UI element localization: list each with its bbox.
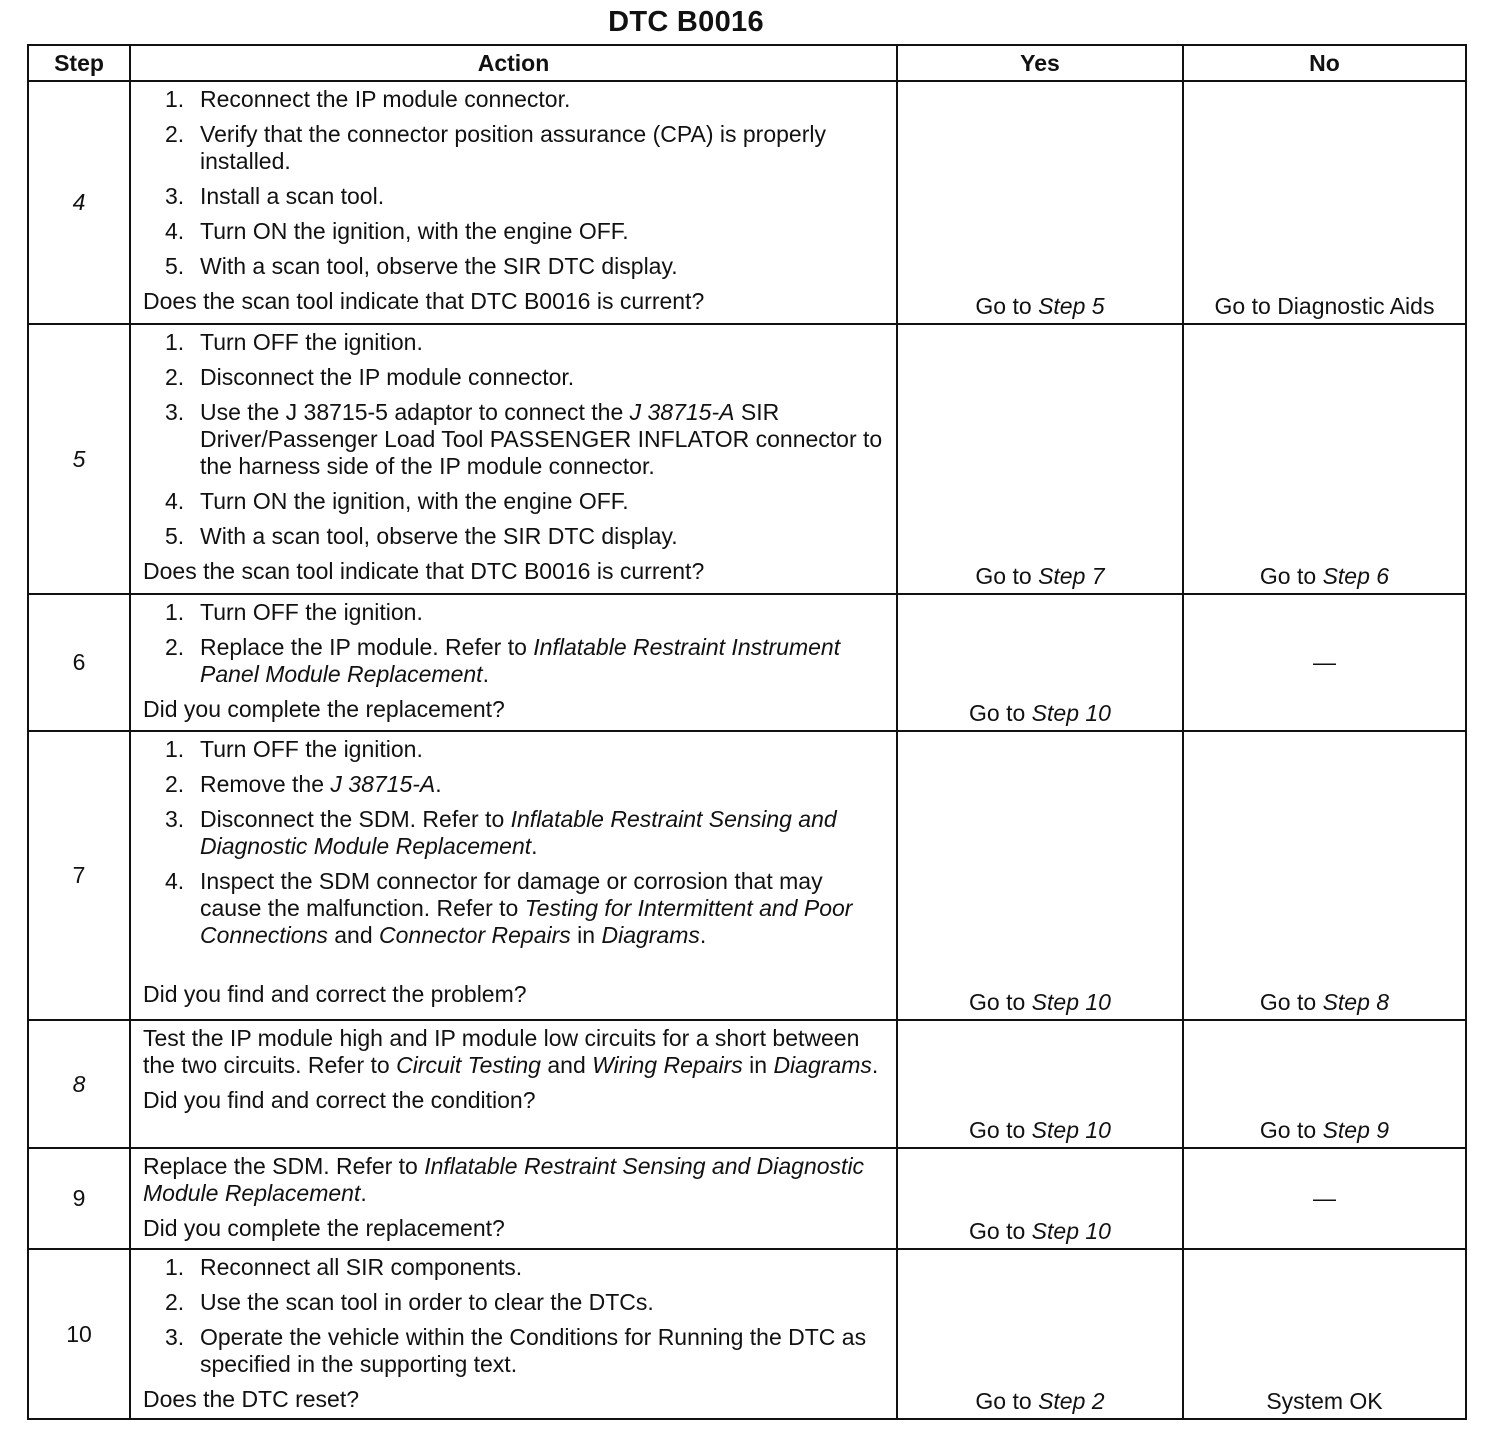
step-number: 10: [28, 1249, 130, 1419]
list-item: 2. Verify that the connector position assurance (CPA) is properly installed.: [165, 121, 826, 174]
list-item: 1. Turn OFF the ignition.: [165, 599, 423, 625]
question: Does the scan tool indicate that DTC B0016 is current?: [143, 288, 705, 314]
no-cell: Go to Step 8: [1183, 731, 1466, 1020]
dtc-table: [27, 44, 1467, 1420]
action-cell: [130, 324, 897, 594]
action-list: [143, 1254, 888, 1378]
step-reference: Step 10: [1031, 700, 1111, 726]
table-row-step-4: [28, 81, 1466, 324]
list-item: 4. Turn ON the ignition, with the engine OFF.: [165, 218, 629, 244]
step-number: 8: [28, 1020, 130, 1148]
yes-cell: Go to Step 10: [897, 594, 1183, 731]
action-list: [143, 86, 888, 280]
list-item: 2. Use the scan tool in order to clear the DTCs.: [165, 1289, 654, 1315]
document-reference: Circuit Testing: [396, 1052, 541, 1078]
no-cell: Go to Step 9: [1183, 1020, 1466, 1148]
header-yes: Yes: [897, 45, 1183, 81]
document-reference: Diagrams: [601, 922, 700, 948]
action-list: [143, 599, 888, 688]
document-reference: Inflatable Restraint Sensing and Diagnostic Module Replacement: [143, 1153, 865, 1206]
action-cell: [130, 1020, 897, 1148]
table-row-step-10: [28, 1249, 1466, 1419]
table-row-step-9: [28, 1148, 1466, 1249]
list-item: 3. Disconnect the SDM. Refer to Inflatable Restraint Sensing and Diagnostic Module Replacement.: [165, 806, 837, 859]
tool-reference: J 38715-A: [330, 771, 436, 797]
step-number: 7: [28, 731, 130, 1020]
action-list: [143, 329, 888, 550]
action-paragraph: Replace the SDM. Refer to Inflatable Restraint Sensing and Diagnostic Module Replacement.: [143, 1153, 865, 1206]
page-title: DTC B0016: [608, 6, 764, 38]
step-number: 9: [28, 1148, 130, 1249]
step-number: 5: [28, 324, 130, 594]
yes-cell: Go to Step 7: [897, 324, 1183, 594]
action-list: [143, 736, 888, 949]
document-reference: Connector Repairs: [379, 922, 571, 948]
list-item: 5. With a scan tool, observe the SIR DTC display.: [165, 523, 678, 549]
yes-cell: Go to Step 10: [897, 1148, 1183, 1249]
document-reference: Diagrams: [773, 1052, 872, 1078]
step-reference: Step 9: [1322, 1117, 1390, 1143]
list-item: 5. With a scan tool, observe the SIR DTC display.: [165, 253, 678, 279]
action-cell: [130, 1148, 897, 1249]
document-reference: Wiring Repairs: [592, 1052, 743, 1078]
question: Did you complete the replacement?: [143, 696, 505, 722]
action-cell: [130, 731, 897, 1020]
yes-cell: Go to Step 2: [897, 1249, 1183, 1419]
question: Did you find and correct the problem?: [143, 981, 527, 1007]
step-reference: Step 5: [1038, 293, 1105, 319]
document-reference: Testing for Intermittent and Poor Connections: [200, 895, 853, 948]
list-item: 2. Replace the IP module. Refer to Inflatable Restraint Instrument Panel Module Replacement.: [165, 634, 841, 687]
question: Does the scan tool indicate that DTC B0016 is current?: [143, 558, 705, 584]
no-cell: Go to Step 6: [1183, 324, 1466, 594]
table-row-step-7: [28, 731, 1466, 1020]
no-cell: —: [1183, 594, 1466, 731]
list-item: 2. Disconnect the IP module connector.: [165, 364, 575, 390]
list-item: 4. Inspect the SDM connector for damage or corrosion that may cause the malfunction. Refer to Testing for Intermittent and Poor Connections and Connector Repairs in Diagrams.: [165, 868, 853, 948]
step-reference: Step 10: [1031, 1117, 1111, 1143]
no-cell: —: [1183, 1148, 1466, 1249]
list-item: 3. Install a scan tool.: [165, 183, 385, 209]
step-reference: Step 6: [1322, 563, 1390, 589]
document-reference: Inflatable Restraint Instrument Panel Module Replacement: [200, 634, 841, 687]
question: Did you complete the replacement?: [143, 1215, 505, 1241]
table-row-step-6: [28, 594, 1466, 731]
yes-cell: Go to Step 10: [897, 731, 1183, 1020]
step-reference: Step 10: [1031, 1218, 1111, 1244]
list-item: 1. Reconnect the IP module connector.: [165, 86, 571, 112]
list-item: 3. Operate the vehicle within the Conditions for Running the DTC as specified in the supporting text.: [165, 1324, 867, 1377]
table-header-row: [28, 45, 1466, 81]
document-reference: Inflatable Restraint Sensing and Diagnostic Module Replacement: [200, 806, 837, 859]
list-item: 2. Remove the J 38715-A.: [165, 771, 442, 797]
yes-cell: Go to Step 5: [897, 81, 1183, 324]
question: Did you find and correct the condition?: [143, 1087, 536, 1113]
yes-cell: Go to Step 10: [897, 1020, 1183, 1148]
tool-reference: J 38715-A: [629, 399, 735, 425]
no-cell: Go to Diagnostic Aids: [1183, 81, 1466, 324]
question: Does the DTC reset?: [143, 1386, 360, 1412]
step-reference: Step 8: [1322, 989, 1390, 1015]
step-reference: Step 7: [1038, 563, 1105, 589]
list-item: 1. Turn OFF the ignition.: [165, 329, 423, 355]
step-number: 6: [28, 594, 130, 731]
header-action: Action: [130, 45, 897, 81]
step-reference: Step 10: [1031, 989, 1111, 1015]
table-row-step-8: [28, 1020, 1466, 1148]
list-item: 4. Turn ON the ignition, with the engine OFF.: [165, 488, 629, 514]
header-no: No: [1183, 45, 1466, 81]
header-step: Step: [28, 45, 130, 81]
list-item: 1. Turn OFF the ignition.: [165, 736, 423, 762]
action-cell: [130, 81, 897, 324]
step-reference: Step 2: [1038, 1388, 1105, 1414]
step-number: 4: [28, 81, 130, 324]
no-cell: System OK: [1183, 1249, 1466, 1419]
list-item: 3. Use the J 38715-5 adaptor to connect the J 38715-A SIR Driver/Passenger Load Tool PASSENGER INFLATOR connector to the harness side of the IP module connector.: [165, 399, 883, 479]
list-item: 1. Reconnect all SIR components.: [165, 1254, 523, 1280]
action-cell: [130, 1249, 897, 1419]
action-paragraph: Test the IP module high and IP module low circuits for a short between the two circuits. Refer to Circuit Testing and Wiring Repairs in Diagrams.: [143, 1025, 879, 1078]
action-cell: [130, 594, 897, 731]
table-row-step-5: [28, 324, 1466, 594]
